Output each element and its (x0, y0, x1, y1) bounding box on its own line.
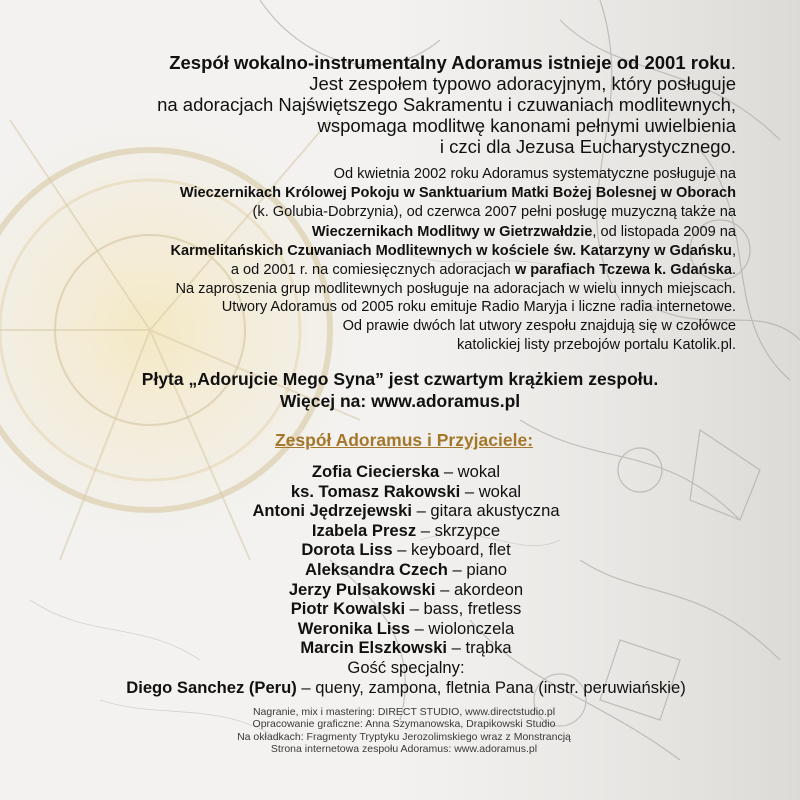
member-row (0, 580, 800, 600)
member-role: – bass, fretless (405, 599, 522, 619)
member-name: Antoni Jędrzejewski (252, 501, 412, 521)
member-role: – wiolonczela (409, 618, 515, 638)
radio-line: Od prawie dwóch lat utwory zespołu znajdują się w czołówce (342, 318, 736, 335)
album-info: Płyta „Adorujcie Mego Syna” jest czwartym krążkiem zespołu. (141, 369, 659, 389)
intro-lead: Zespół wokalno-instrumentalny Adoramus istnieje od 2001 roku (169, 52, 731, 73)
history-line: , od listopada 2009 na (592, 223, 736, 240)
credits (0, 706, 800, 756)
member-list (0, 462, 800, 697)
history-bold: Wieczernikach Modlitwy w Gietrzwałdzie (311, 223, 593, 240)
history-line: Na zaproszenia grup modlitewnych posługuje na adoracjach w wielu innych miejscach. (175, 281, 736, 298)
intro-lead-period: . (730, 52, 736, 73)
member-name: Marcin Elszkowski (300, 638, 448, 658)
intro-line: i czci dla Jezusa Eucharystycznego. (439, 136, 736, 157)
member-role: – wokal (460, 481, 522, 501)
member-row (0, 560, 800, 580)
history-line: Od kwietnia 2002 roku Adoramus systematyczne posługuje na (333, 166, 736, 182)
radio-paragraph (96, 298, 736, 356)
intro-line: Jest zespołem typowo adoracyjnym, który posługuje (309, 73, 736, 94)
history-line: . (731, 262, 736, 279)
credit-line: Na okładkach: Fragmenty Tryptyku Jerozolimskiego wraz z Monstrancją (237, 730, 571, 743)
radio-line: katolickiej listy przebojów portalu Katolik.pl. (456, 337, 736, 354)
member-row (0, 462, 800, 482)
history-line: (k. Golubia-Dobrzynia), od czerwca 2007 pełni posługę muzyczną także na (252, 204, 736, 221)
website-link: Więcej na: www.adoramus.pl (279, 391, 521, 411)
member-name: ks. Tomasz Rakowski (290, 481, 461, 501)
intro-line: na adoracjach Najświętszego Sakramentu i czuwaniach modlitewnych, (157, 94, 736, 115)
member-row (0, 638, 800, 658)
member-row (0, 540, 800, 560)
member-role: – skrzypce (416, 520, 501, 540)
history-paragraph (36, 165, 736, 299)
history-line: a od 2001 r. na comiesięcznych adoracjach (230, 262, 515, 279)
guest-name: Diego Sanchez (Peru) (126, 677, 297, 697)
member-name: Aleksandra Czech (304, 559, 448, 579)
history-bold: w parafiach Tczewa k. Gdańska (514, 262, 732, 279)
member-role: – wokal (439, 462, 501, 481)
member-row (0, 599, 800, 619)
member-row (0, 619, 800, 639)
member-row (0, 521, 800, 541)
credit-line: Nagranie, mix i mastering: DIRECT STUDIO, www.directstudio.pl (252, 706, 556, 718)
guest-row (0, 678, 800, 698)
credit-line: Strona internetowa zespołu Adoramus: www.adoramus.pl (270, 743, 538, 756)
member-role: – keyboard, flet (392, 540, 511, 560)
member-row (0, 482, 800, 502)
member-role: – akordeon (435, 579, 524, 599)
member-role: – trąbka (447, 638, 512, 658)
intro-paragraph (96, 52, 736, 157)
member-role: – piano (447, 559, 507, 579)
member-name: Piotr Kowalski (290, 599, 406, 619)
history-bold: Karmelitańskich Czuwaniach Modlitewnych w kościele św. Katarzyny w Gdańsku (170, 242, 732, 259)
member-name: Izabela Presz (311, 520, 417, 540)
member-role: – gitara akustyczna (411, 501, 560, 521)
member-name: Zofia Ciecierska (311, 462, 440, 481)
history-bold: Wieczernikach Królowej Pokoju w Sanktuarium Matki Bożej Bolesnej w Oborach (179, 185, 736, 202)
radio-line: Utwory Adoramus od 2005 roku emituje Radio Maryja i liczne radia internetowe. (221, 299, 736, 315)
member-row (0, 501, 800, 521)
guest-label: Gość specjalny: (347, 657, 465, 677)
member-name: Jerzy Pulsakowski (288, 579, 436, 599)
band-heading: Zespół Adoramus i Przyjaciele: (274, 430, 534, 450)
member-name: Dorota Liss (301, 540, 393, 560)
guest-role: – queny, zampona, fletnia Pana (instr. peruwiańskie) (296, 677, 686, 697)
credit-line: Opracowanie graficzne: Anna Szymanowska, Drapikowski Studio (252, 718, 556, 731)
history-line: , (731, 242, 736, 259)
member-name: Weronika Liss (297, 618, 410, 638)
intro-line: wspomaga modlitwę kanonami pełnymi uwielbienia (317, 115, 736, 136)
